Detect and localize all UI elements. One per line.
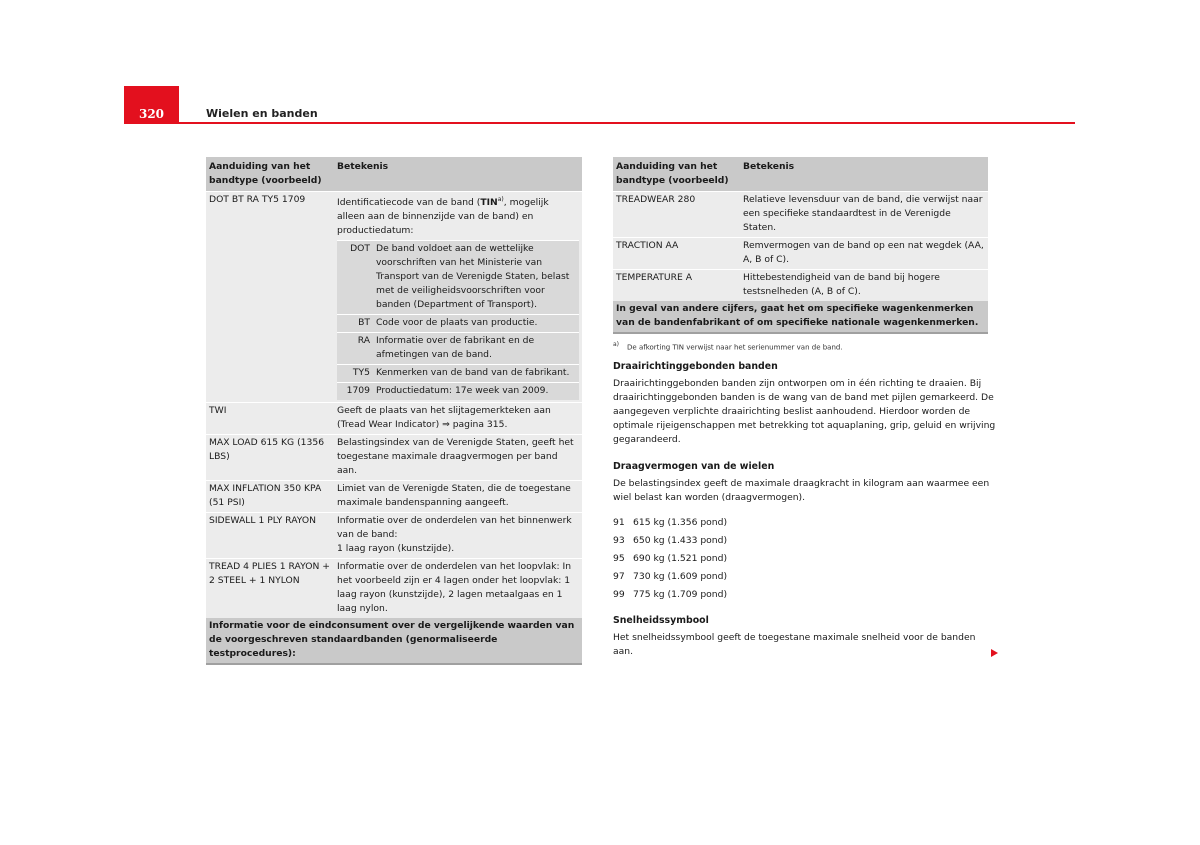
sub-row: TY5 Kenmerken van de band van de fabrikant. <box>337 365 579 383</box>
footnote <box>613 338 998 354</box>
meaning-cell: Relatieve levensduur van de band, die verwijst naar een specifieke standaardtest in de Verenigde Staten. <box>740 192 988 238</box>
list-item: 91 615 kg (1.356 pond) <box>613 517 728 528</box>
table-footer-row <box>206 618 582 664</box>
list-item: 93 650 kg (1.433 pond) <box>613 535 728 546</box>
marking-cell: DOT BT RA TY5 1709 <box>206 192 334 403</box>
list-item: 97 730 kg (1.609 pond) <box>613 571 728 582</box>
list-item: 95 690 kg (1.521 pond) <box>613 553 728 564</box>
sub-row: DOT De band voldoet aan de wettelijke voorschriften van het Ministerie van Transport van de Verenigde Staten, belast met de veiligheidsvoorschriften voor banden (Department of Transport). <box>337 241 579 315</box>
section-title: Draairichtinggebonden banden <box>613 361 778 372</box>
table-footer-note: In geval van andere cijfers, gaat het om specifieke wagenkenmerken van de bandenfabrikant of om specifieke nationale wagenkenmerken. <box>613 301 988 333</box>
sub-row: BT Code voor de plaats van productie. <box>337 315 579 333</box>
meaning-cell: Geeft de plaats van het slijtagemerkteken aan (Tread Wear Indicator) ⇒ pagina 315. <box>334 403 582 435</box>
meaning-cell: Informatie over de onderdelen van het binnenwerk van de band: 1 laag rayon (kunstzijde). <box>334 513 582 559</box>
marking-cell: TREAD 4 PLIES 1 RAYON + 2 STEEL + 1 NYLON <box>206 559 334 619</box>
marking-cell: TWI <box>206 403 334 435</box>
header-rule <box>179 122 1075 124</box>
column-header-marking: Aanduiding van het bandtype (voorbeeld) <box>206 157 334 192</box>
meaning-cell: Identificatiecode van de band (TIN$^{a)}$, mogelijk alleen aan de binnenzijde van de band) en productiedatum: DOT De band voldoet aan de wettelijke voorschriften van het Ministerie van Transport van de Verenigde Staten, belast met de veiligheidsvoorschriften voor banden (Department of Transport). BT Code voor de plaats van productie. RA Informatie over de fabrikant en de afmetingen van de band. TY5 Kenmerken van de band van de fabrikant. 1709 Productiedatum: 17e week van 2009. <box>334 192 582 403</box>
marking-cell: TEMPERATURE A <box>613 270 740 302</box>
section-text: Draairichtinggebonden banden zijn ontworpen om in één richting te draaien. Bij draairichtinggebonden banden is de wang van de band met pijlen gemarkeerd. De aangegeven verplichte draairichting beslist aanhoudend. Hierdoor worden de optimale rijeigenschappen met betrekking tot aquaplaning, grip, geluid en wrijving gegarandeerd. <box>613 378 996 445</box>
section-title: Draagvermogen van de wielen <box>613 461 775 472</box>
marking-cell: TRACTION AA <box>613 238 740 270</box>
section-text: De belastingsindex geeft de maximale draagkracht in kilogram aan waarmee een wiel belast kan worden (draagvermogen). <box>613 478 990 503</box>
table-row <box>613 270 988 302</box>
sub-row: RA Informatie over de fabrikant en de afmetingen van de band. <box>337 333 579 365</box>
meaning-cell: Limiet van de Verenigde Staten, die de toegestane maximale bandenspanning aangeeft. <box>334 481 582 513</box>
meaning-cell: Belastingsindex van de Verenigde Staten, geeft het toegestane maximale draagvermogen per band aan. <box>334 435 582 481</box>
section-text: Het snelheidssymbool geeft de toegestane maximale snelheid voor de banden aan. <box>613 632 976 657</box>
page-header <box>124 86 1075 124</box>
section-title: Snelheidssymbool <box>613 615 709 626</box>
table-row <box>613 192 988 238</box>
table-row <box>206 192 582 403</box>
meaning-cell: Remvermogen van de band op een nat wegdek (AA, A, B of C). <box>740 238 988 270</box>
column-header-meaning: Betekenis <box>740 157 988 192</box>
footnote-text: De afkorting TIN verwijst naar het serienummer van de band. <box>627 343 843 352</box>
chapter-title: Wielen en banden <box>206 107 318 120</box>
table-row <box>206 403 582 435</box>
section-speed <box>613 614 998 659</box>
table-row <box>206 435 582 481</box>
sub-row: 1709 Productiedatum: 17e week van 2009. <box>337 383 579 401</box>
meaning-cell: Informatie over de onderdelen van het loopvlak: In het voorbeeld zijn er 4 lagen onder het loopvlak: 1 laag rayon (kunstzijde), 2 lagen metaalgaas en 1 laag nylon. <box>334 559 582 619</box>
footnote-marker: a) <box>613 341 620 348</box>
tire-marking-table-left <box>206 157 582 665</box>
table-row <box>613 238 988 270</box>
table-header-row <box>613 157 988 192</box>
table-row <box>206 559 582 619</box>
table-header-row <box>206 157 582 192</box>
table-footer-note: Informatie voor de eindconsument over de vergelijkende waarden van de voorgeschreven standaardbanden (genormaliseerde testprocedures): <box>206 618 582 664</box>
dot-code-breakdown <box>337 240 579 400</box>
page-number: 320 <box>124 86 179 124</box>
section-load <box>613 460 998 606</box>
table-row <box>206 481 582 513</box>
column-header-meaning: Betekenis <box>334 157 582 192</box>
marking-cell: MAX INFLATION 350 KPA (51 PSI) <box>206 481 334 513</box>
tire-marking-table-right <box>613 157 988 334</box>
load-index-list <box>613 516 998 606</box>
section-direction <box>613 360 998 447</box>
marking-cell: MAX LOAD 615 KG (1356 LBS) <box>206 435 334 481</box>
list-item: 99 775 kg (1.709 pond) <box>613 589 728 600</box>
continue-arrow-icon <box>991 649 998 657</box>
table-row <box>206 513 582 559</box>
meaning-cell: Hittebestendigheid van de band bij hogere testsnelheden (A, B of C). <box>740 270 988 302</box>
marking-cell: TREADWEAR 280 <box>613 192 740 238</box>
table-footer-row <box>613 301 988 333</box>
column-header-marking: Aanduiding van het bandtype (voorbeeld) <box>613 157 740 192</box>
marking-cell: SIDEWALL 1 PLY RAYON <box>206 513 334 559</box>
